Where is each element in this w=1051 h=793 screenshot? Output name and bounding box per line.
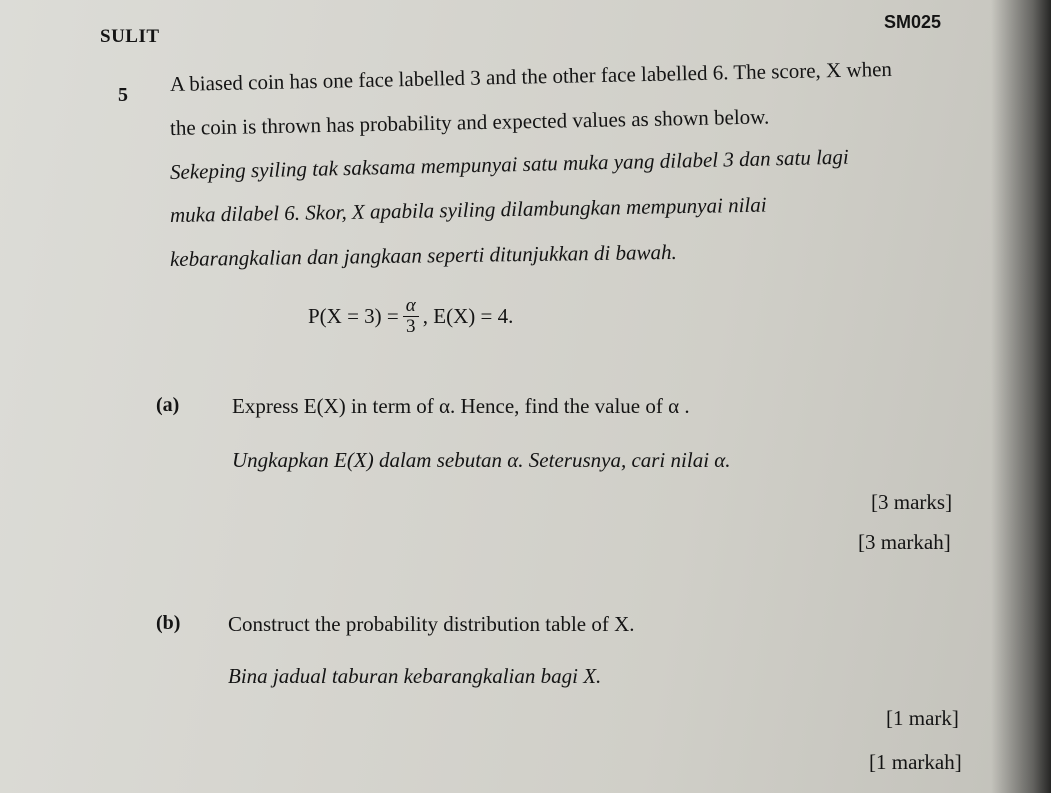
confidentiality-label: SULIT (100, 26, 160, 47)
part-a-text-en: Express E(X) in term of α. Hence, find the value of α . (232, 394, 690, 418)
question-text-en-2: the coin is thrown has probability and expected values as shown below. (169, 104, 770, 140)
part-a-label: (a) (156, 394, 180, 416)
fraction-denominator: 3 (406, 315, 416, 337)
fraction-numerator: α (403, 296, 419, 317)
part-b-marks-ms: [1 markah] (869, 750, 962, 774)
part-b-label: (b) (156, 612, 181, 634)
part-a-marks-en: [3 marks] (871, 490, 953, 514)
question-number: 5 (118, 84, 128, 106)
part-b-marks-en: [1 mark] (886, 706, 959, 730)
part-b-text-ms: Bina jadual taburan kebarangkalian bagi X. (228, 664, 602, 688)
formula-lhs: P(X = 3) = (308, 303, 399, 328)
formula-fraction (403, 296, 419, 337)
course-code: SM025 (884, 12, 942, 32)
part-a-text-ms: Ungkapkan E(X) dalam sebutan α. Seterusnya, cari nilai α. (232, 448, 731, 472)
question-text-en-1: A biased coin has one face labelled 3 and the other face labelled 6. The score, X when (169, 56, 893, 96)
question-text-ms-2: muka dilabel 6. Skor, X apabila syiling dilambungkan mempunyai nilai (169, 192, 767, 227)
question-text-ms-1: Sekeping syiling tak saksama mempunyai satu muka yang dilabel 3 dan satu lagi (169, 144, 849, 184)
part-a-marks-ms: [3 markah] (858, 530, 951, 554)
page-edge-shadow (991, 0, 1051, 793)
part-b-text-en: Construct the probability distribution table of X. (228, 612, 635, 636)
formula-rhs: , E(X) = 4. (422, 303, 514, 328)
probability-formula (308, 296, 513, 337)
question-text-ms-3: kebarangkalian dan jangkaan seperti ditunjukkan di bawah. (169, 239, 677, 271)
